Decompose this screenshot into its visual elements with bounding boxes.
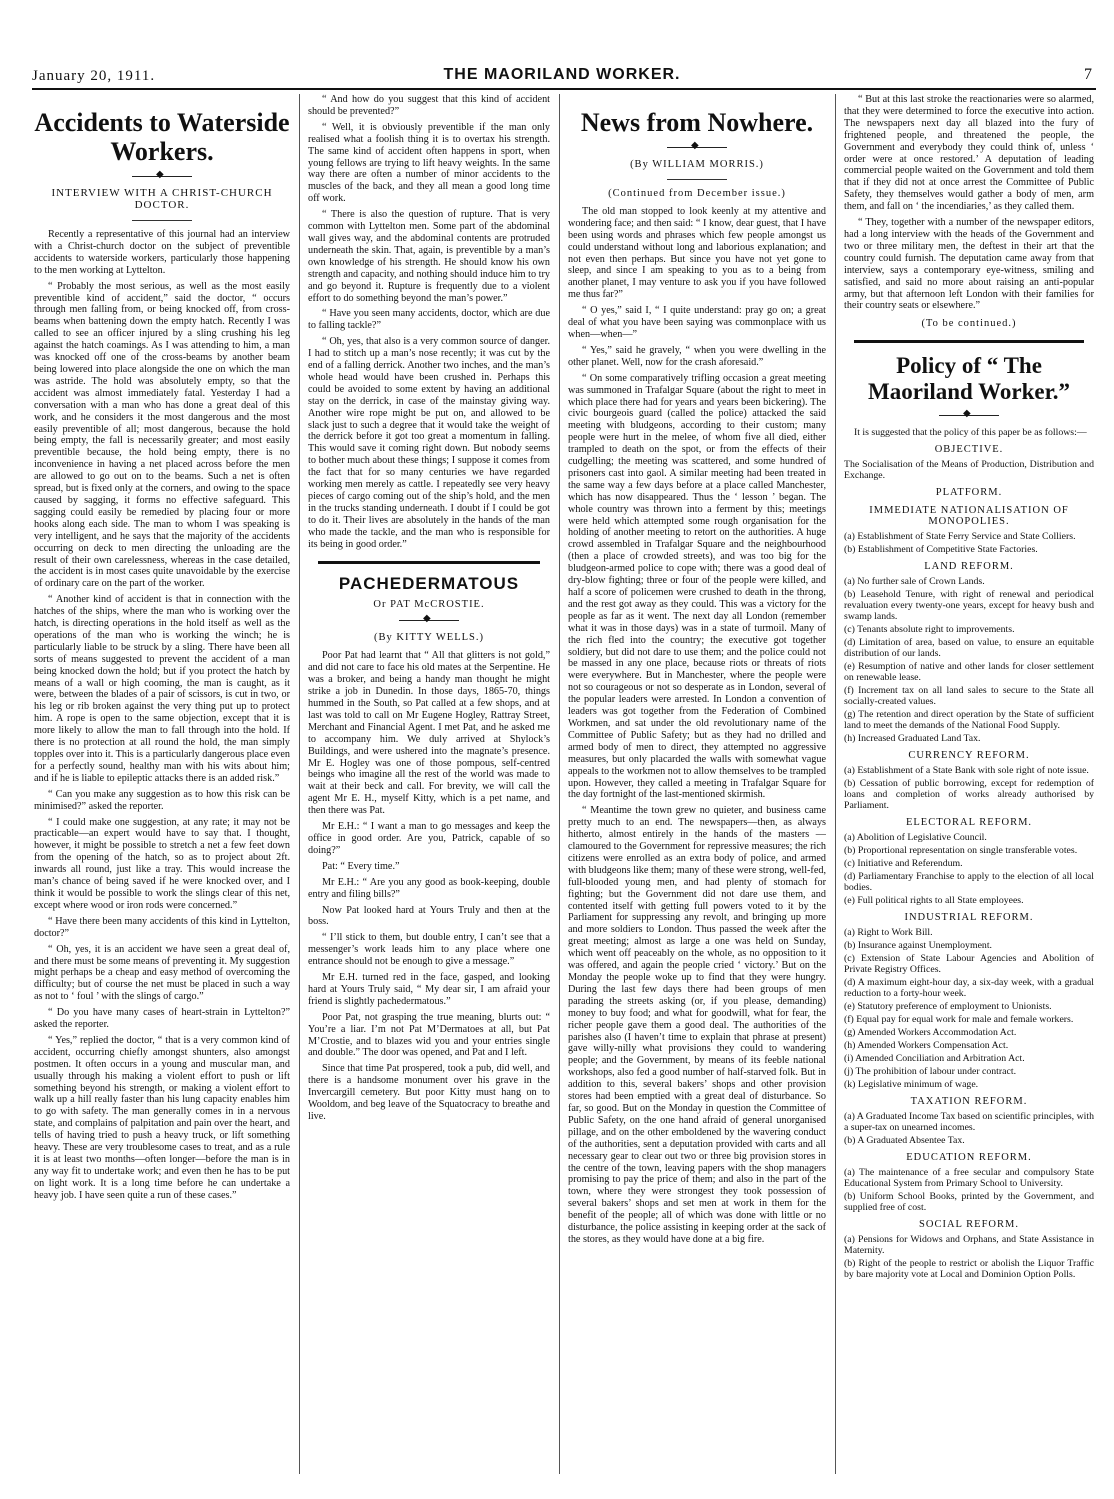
policy-item: (f) Increment tax on all land sales to secure to the State all socially-created values.	[844, 685, 1094, 708]
article-paragraph: “ Another kind of accident is that in connection with the hatches of the ships, where the man who is working over the hatch, is directing operations in the hold itself as well as the operations of the man who is working the winch; he is particularly liable to be struck by a sling. There have been all sorts of means suggested to prevent the accident of a man being knocked down the hold; but if you protect the hatch by means of a wall or high cooming, the man is caught, as it were, between the blades of a pair of scissors, is cut in two, or his leg or rib broken against the very thing put up to protect him. A rope is open to the same objection, except that it is more likely to allow the man to fall through into the hold. If there is no protection at all round the hold, the man simply topples over into it. This is a particularly dangerous place even for a perfectly sound, healthy man with his wits about him; and if he is liable to epileptic attacks there is an added risk.”	[34, 594, 290, 784]
article-paragraph: “ Have you seen many accidents, doctor, which are due to falling tackle?”	[308, 308, 550, 332]
article-paragraph: Poor Pat had learnt that “ All that glitters is not gold,” and did not care to face his old mates at the Serpentine. He was a broker, and being a handy man thought he might strike a job in Dunedin. In those days, 1865-70, things hummed in the South, so Pat called at a few shops, and at last was told to call on Mr Eugene Hogley, Rattray Street, Merchant and Financial Agent. I met Pat, and he asked me to accompany him. We duly arrived at Shylock’s Buildings, and were ushered into the magnate’s presence. Mr E. Hogley was one of those pompous, self-centred beings who imagine all the rest of the world was made to wait at their beck and call. For brevity, we will call the agent Mr E. H., myself Kitty, which is a pet name, and then there was Pat.	[308, 650, 550, 817]
policy-item: (i) Amended Conciliation and Arbitration Act.	[844, 1052, 1025, 1064]
policy-item: (c) Extension of State Labour Agencies and Abolition of Private Registry Offices.	[844, 952, 1094, 975]
article-paragraph: “ O yes,” said I, “ I quite understand: pray go on; a great deal of what you have been saying was commonplace with us when—when—”	[568, 305, 826, 340]
policy-intro: It is suggested that the policy of this paper be as follows:—	[854, 426, 1087, 438]
nowhere-title: News from Nowhere.	[580, 108, 814, 137]
policy-section-heading: INDUSTRIAL REFORM.	[904, 912, 1034, 924]
policy-item: (a) A Graduated Income Tax based on scientific principles, with a super-tax on unearned incomes.	[844, 1110, 1094, 1133]
article-paragraph: “ Meantime the town grew no quieter, and business came pretty much to an end. The newspapers—then, as always hitherto, almost entirely in the hands of the masters — clamoured to the Government for repressive measures; the rich citizens were enrolled as an extra body of police, and armed with bludgeons like them; many of these were strong, well-fed, full-blooded young men, and had plenty of stomach for fighting; but the Government did not dare use them, and contented itself with getting full powers voted to it by the Parliament for suppressing any revolt, and bringing up more and more soldiers to London. Thus passed the week after the great meeting; almost as large a one was held on Sunday, which went off peaceably on the whole, as no opposition to it was offered, and again the people cried ‘ victory.’ But on the Monday the people woke up to find that they were hungry. During the last few days there had been groups of men parading the streets asking (or, if you please, demanding) money to buy food; and what for goodwill, what for fear, the richer people gave them a good deal. The authorities of the parishes also (I haven’t time to explain that phrase at present) gave willy-nilly what provisions they could to wandering people; and the Government, by means of its feeble national workshops, also fed a good number of half-starved folk. But in addition to this, several bakers’ shops and other provision stores had been emptied with a great deal of disturbance. So far, so good. But on the Monday in question the Committee of Public Safety, on the one hand afraid of general unorganised pillage, and on the other emboldened by the wavering conduct of the authorities, sent a deputation provided with carts and all necessary gear to clear out two or three big provision stores in the centre of the town, leaving papers with the shop managers promising to pay the price of them; and also in the part of the town, where they were strongest they took possession of several bakers’ shops and set men at work in them for the benefit of the people; all of which was done with little or no disturbance, the police assisting in keeping order at the sack of the stores, as they would have done at a big fire.	[568, 805, 826, 1245]
paper-name: THE MAORILAND WORKER.	[443, 66, 681, 83]
policy-item: (e) Statutory preference of employment to Unionists.	[844, 1000, 1052, 1012]
article-paragraph: “ There is also the question of rupture. That is very common with Lyttelton men. Some part of the abdominal wall gives way, and the abdominal contents are protruded underneath the skin. That, again, is preventible by a man’s own knowledge of his strength. He should know his own strength and capacity, and nothing should induce him to try and go beyond it. Rupture is frequently due to a violent effort to do something beyond the man’s power.”	[308, 209, 550, 304]
policy-item: (e) Resumption of native and other lands for closer settlement on renewable lease.	[844, 661, 1094, 684]
policy-section-heading: PLATFORM.	[935, 486, 1003, 498]
accidents-body-part2	[308, 94, 550, 551]
policy-item: (h) Amended Workers Compensation Act.	[844, 1039, 1009, 1051]
article-paragraph: Poor Pat, not grasping the true meaning, blurts out: “ You’re a liar. I’m not Pat M’Dermatoes at all, but Pat M’Crostie, and to blazes wid you and your entries single and double.” The door was opened, and Pat and I left.	[308, 1011, 550, 1059]
article-paragraph: “ And how do you suggest that this kind of accident should be prevented?”	[308, 94, 550, 117]
policy-item: (b) A Graduated Absentee Tax.	[844, 1134, 965, 1146]
nowhere-to-be-continued: (To be continued.)	[921, 318, 1017, 330]
policy-item: (d) Limitation of area, based on value, to ensure an equitable distribution of our lands.	[844, 637, 1094, 660]
issue-date: January 20, 1911.	[32, 68, 156, 84]
article-paragraph: “ But at this last stroke the reactionaries were so alarmed, that they were determined to force the executive into action. The newspapers next day all blazed into the fury of frightened people, and threatened the people, the Government and everybody they could think of, unless ‘ order were at once restored.’ A deputation of leading commercial people waited on the Government and told them that if they did not at once arrest the Committee of Public Safety, they themselves would gather a body of men, arm them, and fall on ‘ the incendiaries,’ as they called them.	[844, 94, 1094, 213]
policy-item: (a) Establishment of State Ferry Service and State Colliers.	[844, 531, 1076, 543]
article-paragraph: Mr E.H. turned red in the face, gasped, and looking hard at Yours Truly said, “ My dear sir, I am afraid your friend is slightly pachedermatous.”	[308, 972, 550, 1007]
short-rule	[667, 179, 727, 180]
section-rule	[854, 340, 1084, 343]
policy-item: (g) Amended Workers Accommodation Act.	[844, 1026, 1017, 1038]
nowhere-body-part1	[568, 206, 826, 1246]
article-paragraph: “ On some comparatively trifling occasion a great meeting was summoned in Trafalgar Square (about the right to meet in which place there had for years and years been bickering). The civic bourgeois guard (called the police) attacked the said meeting with bludgeons, according to their custom; many people were hurt in the melee, of whom five all died, either trampled to death on the spot, or from the effects of their cudgelling; the meeting was scattered, and some hundred of prisoners cast into gaol. A similar meeting had been treated in the same way a few days before at a place called Manchester, which has now disappeared. Thus the ‘ lesson ’ began. The whole country was thrown into a ferment by this; meetings were held which attempted some rough organisation for the holding of another meeting to retort on the authorities. A huge crowd assembled in Trafalgar Square and the neighbourhood (then a place of crowded streets), and was too big for the bludgeon-armed police to cope with; there was a good deal of dry-blow fighting; three or four of the people were killed, and half a score of policemen were crushed to death in the throng, and the rest got away as they could. This was a victory for the people as far as it went. The next day all London (remember what it was in those days) was in a state of turmoil. Many of the rich fled into the country; the executive got together soldiery, but did not dare to use them; and the police could not be massed in any one place, because riots or threats of riots were everywhere. But in Manchester, where the people were not so courageous or not so desperate as in London, several of the popular leaders were arrested. In London a convention of leaders was got together from the Federation of Combined Workmen, and sat under the old revolutionary name of the Committee of Public Safety; but as they had no drilled and armed body of men to direct, they attempted no aggressive measures, but only placarded the walls with somewhat vague appeals to the workmen not to allow themselves to be trampled upon. However, they called a meeting in Trafalgar Square for the day fortnight of the last-mentioned skirmish.	[568, 372, 826, 801]
column-divider	[559, 94, 560, 1474]
nowhere-body-part2	[844, 94, 1094, 312]
article-paragraph: Recently a representative of this journal had an interview with a Christ-church doctor on the subject of preventible accidents to waterside workers, particularly those happening to the men working at Lyttelton.	[34, 229, 290, 276]
article-paragraph: “ Have there been many accidents of this kind in Lyttelton, doctor?”	[34, 915, 290, 939]
policy-item: The Socialisation of the Means of Production, Distribution and Exchange.	[844, 458, 1094, 481]
article-paragraph: Mr E.H.: “ I want a man to go messages and keep the office in good order. Are you, Patrick, capable of so doing?”	[308, 821, 550, 856]
column-divider	[835, 94, 836, 1474]
nowhere-continued: (Continued from December issue.)	[608, 188, 786, 200]
policy-item: (g) The retention and direct operation by the State of sufficient land to meet the demands of the National Food Supply.	[844, 709, 1094, 732]
policy-item: (b) Insurance against Unemployment.	[844, 939, 992, 951]
column-1	[34, 94, 290, 1479]
ornament-divider	[667, 145, 727, 151]
article-paragraph: “ They, together with a number of the newspaper editors, had a long interview with the heads of the Government and two or three military men, the deftest in their art that the country could furnish. The deputation came away from that interview, says a contemporary eye-witness, smiling and satisfied, and said no more about raising an anti-popular army, but that afternoon left London with their families for their country seats or elsewhere.”	[844, 217, 1094, 312]
policy-item: (f) Equal pay for equal work for male and female workers.	[844, 1013, 1074, 1025]
pachedermatous-byline: (By KITTY WELLS.)	[373, 632, 485, 644]
accidents-subtitle: INTERVIEW WITH A CHRIST-CHURCH DOCTOR.	[51, 187, 273, 212]
policy-section-heading: TAXATION REFORM.	[910, 1095, 1028, 1107]
article-paragraph: “ Yes,” replied the doctor, “ that is a very common kind of accident, occurring chiefly amongst shunters, also amongst postmen. It often occurs in a young and muscular man, and usually through his making a violent effort to push or lift something beyond his strength, or making a violent effort to walk up a hill really faster than his lung capacity enables him to go with safety. The man generally comes in in a nervous state, and complains of palpitation and pain over the heart, and tells of having tried to push a heavy truck, or lift something heavy. These are very troublesome cases to treat, and as a rule it is at least two months—often longer—before the man is in any way fit to undertake work; and even then he has to be put on light work. It is a long time before he can undertake a heavy job. I have seen quite a run of these cases.”	[34, 1034, 290, 1201]
column-2	[308, 94, 550, 1479]
policy-title: Policy of “ The Maoriland Worker.”	[868, 353, 1070, 404]
policy-item: (k) Legislative minimum of wage.	[844, 1078, 979, 1090]
policy-item: (j) The prohibition of labour under contract.	[844, 1065, 1017, 1077]
article-paragraph: Pat: “ Every time.”	[322, 860, 400, 872]
pachedermatous-subtitle: Or PAT McCROSTIE.	[373, 598, 485, 610]
masthead	[32, 62, 1092, 88]
policy-item: (b) Cessation of public borrowing, except for redemption of loans and completion of works already authorised by Parliament.	[844, 778, 1094, 812]
article-paragraph: Since that time Pat prospered, took a pub, did well, and there is a handsome monument over his grave in the Invercargill cemetery. But poor Kitty must hang on to Wooldom, and beg leave of the Squatocracy to breathe and live.	[308, 1063, 550, 1122]
article-paragraph: Now Pat looked hard at Yours Truly and then at the boss.	[308, 904, 550, 928]
page-number: 7	[1084, 66, 1092, 83]
article-paragraph: Mr E.H.: “ Are you any good as book-keeping, double entry and filing bills?”	[308, 876, 550, 900]
policy-item: (b) Uniform School Books, printed by the Government, and supplied free of cost.	[844, 1190, 1094, 1213]
policy-item: (d) A maximum eight-hour day, a six-day week, with a gradual reduction to a forty-hour week.	[844, 976, 1094, 999]
policy-section-heading: OBJECTIVE.	[934, 443, 1004, 455]
article-paragraph: “ Probably the most serious, as well as the most easily preventible kind of accident,” said the doctor, “ occurs through men falling from, or being knocked off, from cross-beams when battening down the empty hatch. Recently I was called to see an officer injured by a sling crushing his leg against the hatch coamings. As I was attending to him, a man was knocked off one of the cross-beams by another beam being lowered into place alongside the one on which the man was astride. The hold was absolutely empty, so that the accident was almost immediately fatal. Yesterday I had a conversation with a man who has done a great deal of this work, and he considers it the most dangerous and the most easily preventible of all; most dangerous, because the hold being empty, the fall is necessarily greater; and most easily preventible because, the hold being empty, there is no inconvenience in having a net placed across before the men are allowed to go out on to the beams. Such a net is often spread, but is fixed only at the corners, and owing to the space caused by sagging, it forms no effective safeguard. This sagging could easily be remedied by placing four or more hooks along each side. The man to whom I was speaking is very intelligent, and he says that the majority of the accidents occurring on deck to men directing the unloading are the result of their own carelessness, whereas in the case detailed, the accident is in most cases quite unavoidable by the exercise of ordinary care on the part of the worker.	[34, 280, 290, 590]
article-paragraph: “ Oh, yes, that also is a very common source of danger. I had to stitch up a man’s nose recently; it was cut by the end of a falling derrick. Another two inches, and the man’s whole head would have been crushed in. Perhaps this could be avoided to some extent by having an additional stay on the derrick, in case of the mainstay giving way. Another wire rope might be put on, and allowed to be slack just to such a degree that it would take the weight of the derrick before it got too great a momentum in falling. This would save it coming right down. But nobody seems to bother much about these things; I suppose it comes from the fact that for so many centuries we have regarded working men merely as cattle. I repeatedly see very heavy pieces of cargo coming out of the ship’s hold, and the men in the trucks standing underneath. I doubt if I could be got to do it. Their lives are absolutely in the hands of the man who made the tackle, and the man who is responsible for its being in good order.”	[308, 336, 550, 550]
policy-item: (a) Pensions for Widows and Orphans, and State Assistance in Maternity.	[844, 1233, 1094, 1256]
ornament-divider	[132, 174, 192, 180]
policy-body	[844, 427, 1094, 1280]
article-paragraph: The old man stopped to look keenly at my attentive and wondering face; and then said: “ I know, dear guest, that I have been using words and phrases which few people amongst us could understand without long and laborious explanation; and not even then perhaps. But since you have not yet gone to sleep, and since I am speaking to you as to a being from another planet, I may venture to ask you if you have followed me thus far?”	[568, 205, 826, 301]
short-rule	[132, 220, 192, 221]
ornament-divider	[939, 413, 999, 419]
section-rule	[318, 561, 540, 564]
pachedermatous-title: PACHEDERMATOUS	[338, 573, 520, 593]
policy-section-heading: LAND REFORM.	[924, 561, 1014, 573]
policy-section-heading: IMMEDIATE NATIONALISATION OF MONOPOLIES.	[869, 504, 1069, 528]
policy-item: (d) Parliamentary Franchise to apply to the election of all local bodies.	[844, 871, 1094, 894]
policy-item: (b) Proportional representation on single transferable votes.	[844, 845, 1078, 857]
policy-item: (a) Establishment of a State Bank with sole right of note issue.	[844, 765, 1089, 777]
policy-item: (a) No further sale of Crown Lands.	[844, 576, 985, 588]
column-4	[844, 94, 1094, 1479]
article-paragraph: “ Oh, yes, it is an accident we have seen a great deal of, and there must be some means of preventing it. My suggestion might perhaps be a cheap and easy method of overcoming the difficulty; but of course the net must be placed in such a way as not to ‘ foul ’ with the slings of cargo.”	[34, 943, 290, 1003]
policy-item: (b) Right of the people to restrict or abolish the Liquor Traffic by bare majority vote at Local and Dominion Option Polls.	[844, 1257, 1094, 1280]
policy-section-heading: ELECTORAL REFORM.	[905, 817, 1033, 829]
accidents-title: Accidents to Waterside Workers.	[34, 108, 290, 167]
article-paragraph: “ I’ll stick to them, but double entry, I can’t see that a messenger’s work leads him to any place where one entrance should not be enough to give a message.”	[308, 932, 550, 968]
policy-item: (a) Right to Work Bill.	[844, 926, 933, 938]
ornament-divider	[399, 618, 459, 624]
policy-item: (c) Tenants absolute right to improvements.	[844, 624, 1015, 636]
article-paragraph: “ Do you have many cases of heart-strain in Lyttelton?” asked the reporter.	[34, 1007, 290, 1031]
article-paragraph: “ Yes,” said he gravely, “ when you were dwelling in the other planet. Well, now for the crash aforesaid.”	[568, 344, 826, 368]
policy-item: (a) The maintenance of a free secular and compulsory State Educational System from Primary School to University.	[844, 1166, 1094, 1189]
article-paragraph: “ Well, it is obviously preventible if the man only realised what a foolish thing it is to overtax his strength. The same kind of accident often happens in sport, when young fellows are trying to lift heavy weights. In the same way there are often a number of minor accidents to the muscles of the back, and they all mean a good long time off work.	[308, 121, 550, 205]
policy-section-heading: EDUCATION REFORM.	[906, 1151, 1032, 1163]
policy-item: (b) Establishment of Competitive State Factories.	[844, 544, 1038, 556]
policy-item: (b) Leasehold Tenure, with right of renewal and periodical revaluation every twenty-one years, except for heavy bush and swamp lands.	[844, 589, 1094, 623]
masthead-rule	[32, 88, 1096, 90]
policy-item: (c) Initiative and Referendum.	[844, 858, 963, 870]
article-paragraph: “ I could make one suggestion, at any rate; it may not be practicable—an expert would have to say that. I thought, however, it might be possible to stretch a net a few feet down from the opening of the hatch, so as to project about 2ft. inwards all round, just like a tray. This would increase the man’s chance of being saved if he were knocked over, and I think it would be possible to work the slings clear of this net, except where wood or iron rods were concerned.”	[34, 816, 290, 911]
accidents-body-part1	[34, 229, 290, 1202]
policy-item: (e) Full political rights to all State employees.	[844, 895, 1024, 907]
article-paragraph: “ Can you make any suggestion as to how this risk can be minimised?” asked the reporter.	[34, 788, 290, 812]
pachedermatous-body	[308, 650, 550, 1123]
policy-sections	[844, 444, 1094, 1280]
policy-section-heading: CURRENCY REFORM.	[908, 750, 1030, 762]
column-3	[568, 94, 826, 1479]
column-divider	[299, 94, 300, 1474]
policy-item: (h) Increased Graduated Land Tax.	[844, 733, 981, 745]
policy-section-heading: SOCIAL REFORM.	[919, 1218, 1019, 1230]
policy-item: (a) Abolition of Legislative Council.	[844, 832, 987, 844]
nowhere-byline: (By WILLIAM MORRIS.)	[630, 159, 764, 171]
